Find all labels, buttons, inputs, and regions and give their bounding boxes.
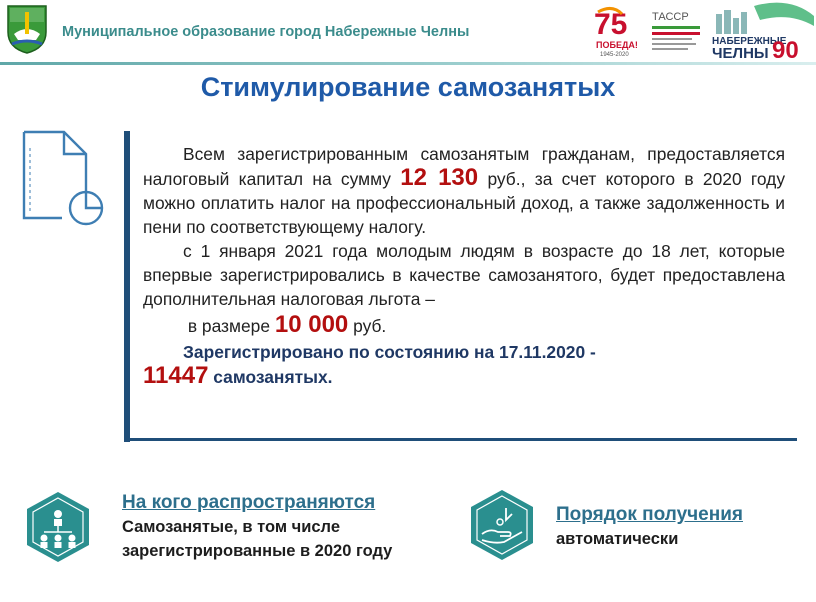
p2-last-line xyxy=(143,313,785,338)
p2-before: с 1 января 2021 года молодым людям в возрасте до 18 лет, которые впервые зарегистрировались в качестве самозанятого, будет предоставлена дополнительная налоговая льгота – xyxy=(143,241,785,309)
paragraph-tax-capital xyxy=(143,142,785,239)
people-network-icon xyxy=(24,490,92,564)
paragraph-registered xyxy=(143,340,785,364)
logo75-caption: ПОБЕДА! xyxy=(596,40,638,50)
p2-last-prefix: в размере xyxy=(187,316,271,336)
registered-count-line xyxy=(143,364,785,389)
youth-benefit-amount: 10 000 xyxy=(274,311,349,338)
victory-75-logo xyxy=(592,4,642,58)
tax-capital-amount: 12 130 xyxy=(400,164,479,191)
content-bottom-bar xyxy=(124,438,797,441)
header-divider xyxy=(0,62,816,65)
paragraph-youth-benefit xyxy=(143,239,785,338)
city-logo-number: 90 xyxy=(772,37,799,60)
logo75-years: 1945-2020 xyxy=(600,52,629,58)
registered-text: Зарегистрировано по состоянию на 17.11.2020 - xyxy=(183,342,596,362)
page-title: Стимулирование самозанятых xyxy=(200,72,616,102)
card1-line1: Самозанятые, в том числе xyxy=(122,518,340,536)
p2-after: руб. xyxy=(353,316,387,336)
city-anniversary-logo xyxy=(710,2,816,60)
content-left-bar xyxy=(124,131,130,442)
registered-count: 11447 xyxy=(143,362,209,389)
document-chart-icon xyxy=(16,128,104,228)
header xyxy=(0,0,816,66)
tassr-logo xyxy=(642,4,710,58)
hand-money-icon xyxy=(468,488,536,562)
card1-line2: зарегистрированные в 2020 году xyxy=(122,542,393,560)
logo75-number: 75 xyxy=(594,8,628,41)
card2-heading[interactable]: Порядок получения xyxy=(556,504,743,525)
card1-heading[interactable]: На кого распространяются xyxy=(122,492,376,513)
city-logo-line1: НАБЕРЕЖНЫЕ xyxy=(712,36,787,47)
card2-line1: автоматически xyxy=(556,530,679,548)
registered-after: самозанятых. xyxy=(213,367,333,387)
tassr-text: ТАССР xyxy=(652,11,689,23)
p1-before: Всем зарегистрированным самозанятым гражданам, предоставляется налоговый капитал на сумму xyxy=(143,144,785,189)
p1-after: руб., за счет которого в 2020 году можно оплатить налог на профессиональный доход, а также задолженность и пени по соответствующему налогу. xyxy=(143,169,786,237)
city-logo-line2: ЧЕЛНЫ xyxy=(712,45,769,60)
municipality-name: Муниципальное образование город Набережные Челны xyxy=(62,24,470,40)
main-text xyxy=(143,142,785,389)
city-crest-icon xyxy=(6,4,48,54)
